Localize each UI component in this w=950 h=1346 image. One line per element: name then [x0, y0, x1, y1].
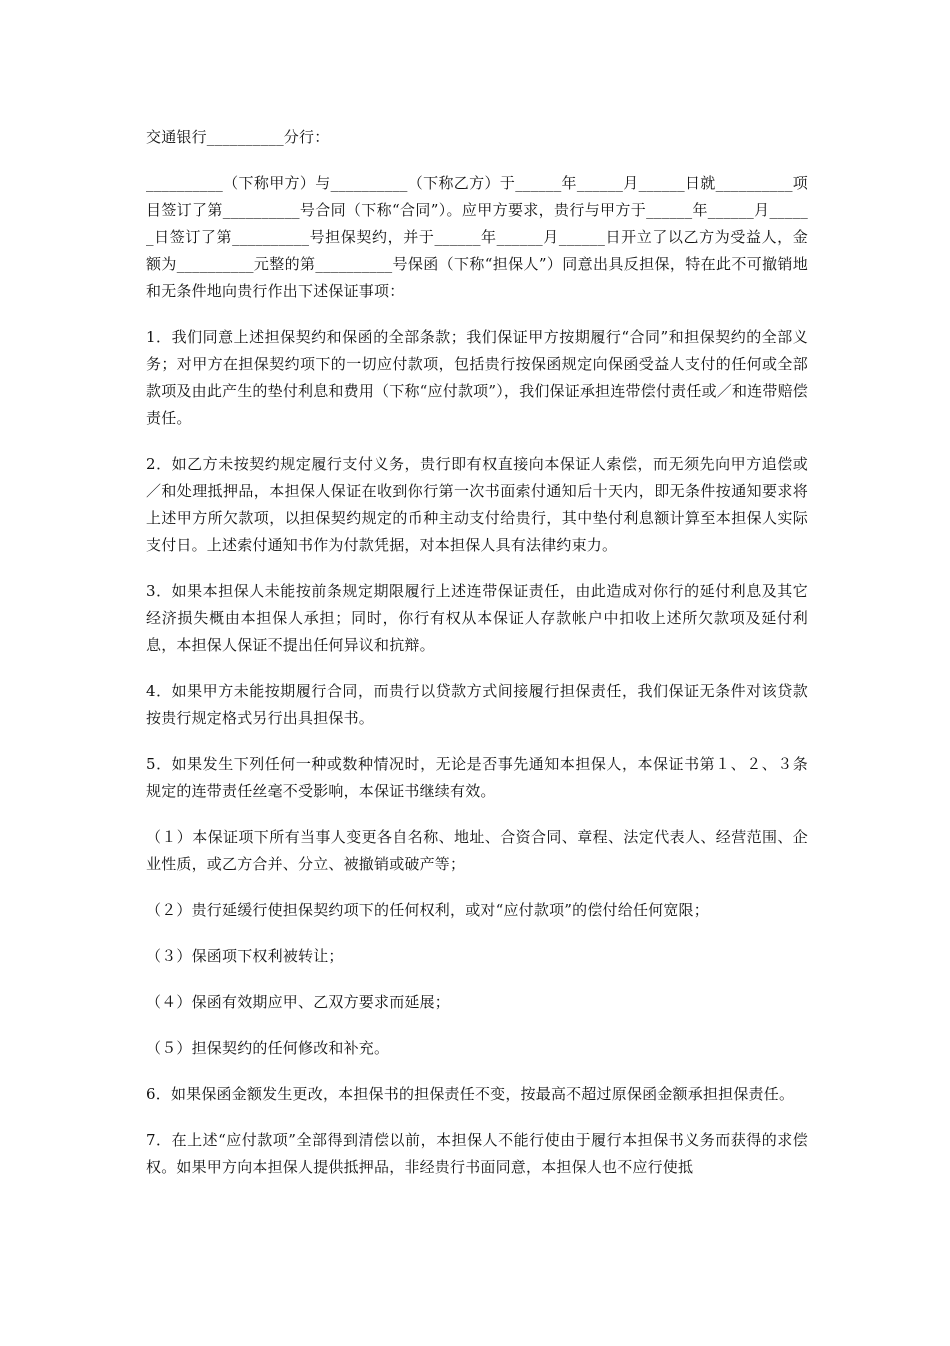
clause-5: 5．如果发生下列任何一种或数种情况时，无论是否事先通知本担保人，本保证书第１、２、３条规定的连带责任丝毫不受影响，本保证书继续有效。 — [146, 755, 808, 800]
sub-clause-1: （１）本保证项下所有当事人变更各自名称、地址、合资合同、章程、法定代表人、经营范围、企业性质，或乙方合并、分立、被撤销或破产等； — [146, 828, 808, 873]
clause-4: 4．如果甲方未能按期履行合同，而贵行以贷款方式间接履行担保责任，我们保证无条件对该贷款按贵行规定格式另行出具担保书。 — [146, 682, 808, 727]
document-page — [146, 124, 808, 1200]
clause-7: 7．在上述“应付款项”全部得到清偿以前，本担保人不能行使由于履行本担保书义务而获得的求偿权。如果甲方向本担保人提供抵押品，非经贵行书面同意，本担保人也不应行使抵 — [146, 1131, 808, 1176]
clause-1: 1．我们同意上述担保契约和保函的全部条款；我们保证甲方按期履行“合同”和担保契约的全部义务；对甲方在担保契约项下的一切应付款项，包括贵行按保函规定向保函受益人支付的任何或全部款项及由此产生的垫付利息和费用（下称“应付款项”），我们保证承担连带偿付责任或／和连带赔偿责任。 — [146, 328, 808, 427]
sub-clause-5: （５）担保契约的任何修改和补充。 — [146, 1039, 390, 1057]
intro-paragraph: __________（下称甲方）与__________（下称乙方）于______年______月______日就__________项目签订了第__________号合同（下称“合同”）。应甲方要求，贵行与甲方于______年______月______日签订了第__________号担保契约，并于______年______月______日开立了以乙方为受益人，金额为__________元整的第__________号保函（下称“担保人”）同意出具反担保，特在此不可撤销地和无条件地向贵行作出下述保证事项： — [146, 174, 808, 300]
clause-6: 6．如果保函金额发生更改，本担保书的担保责任不变，按最高不超过原保函金额承担担保责任。 — [146, 1085, 795, 1103]
clause-2: 2．如乙方未按契约规定履行支付义务，贵行即有权直接向本保证人索偿，而无须先向甲方追偿或／和处理抵押品，本担保人保证在收到你行第一次书面索付通知后十天内，即无条件按通知要求将上述甲方所欠款项，以担保契约规定的币种主动支付给贵行，其中垫付利息额计算至本担保人实际支付日。上述索付通知书作为付款凭据，对本担保人具有法律约束力。 — [146, 455, 808, 554]
salutation: 交通银行__________分行： — [146, 128, 330, 146]
sub-clause-2: （２）贵行延缓行使担保契约项下的任何权利，或对“应付款项”的偿付给任何宽限； — [146, 901, 709, 919]
clause-3: 3．如果本担保人未能按前条规定期限履行上述连带保证责任，由此造成对你行的延付利息及其它经济损失概由本担保人承担；同时，你行有权从本保证人存款帐户中扣收上述所欠款项及延付利息，本担保人保证不提出任何异议和抗辩。 — [146, 582, 808, 654]
sub-clause-3: （３）保函项下权利被转让； — [146, 947, 344, 965]
sub-clause-4: （４）保函有效期应甲、乙双方要求而延展； — [146, 993, 451, 1011]
